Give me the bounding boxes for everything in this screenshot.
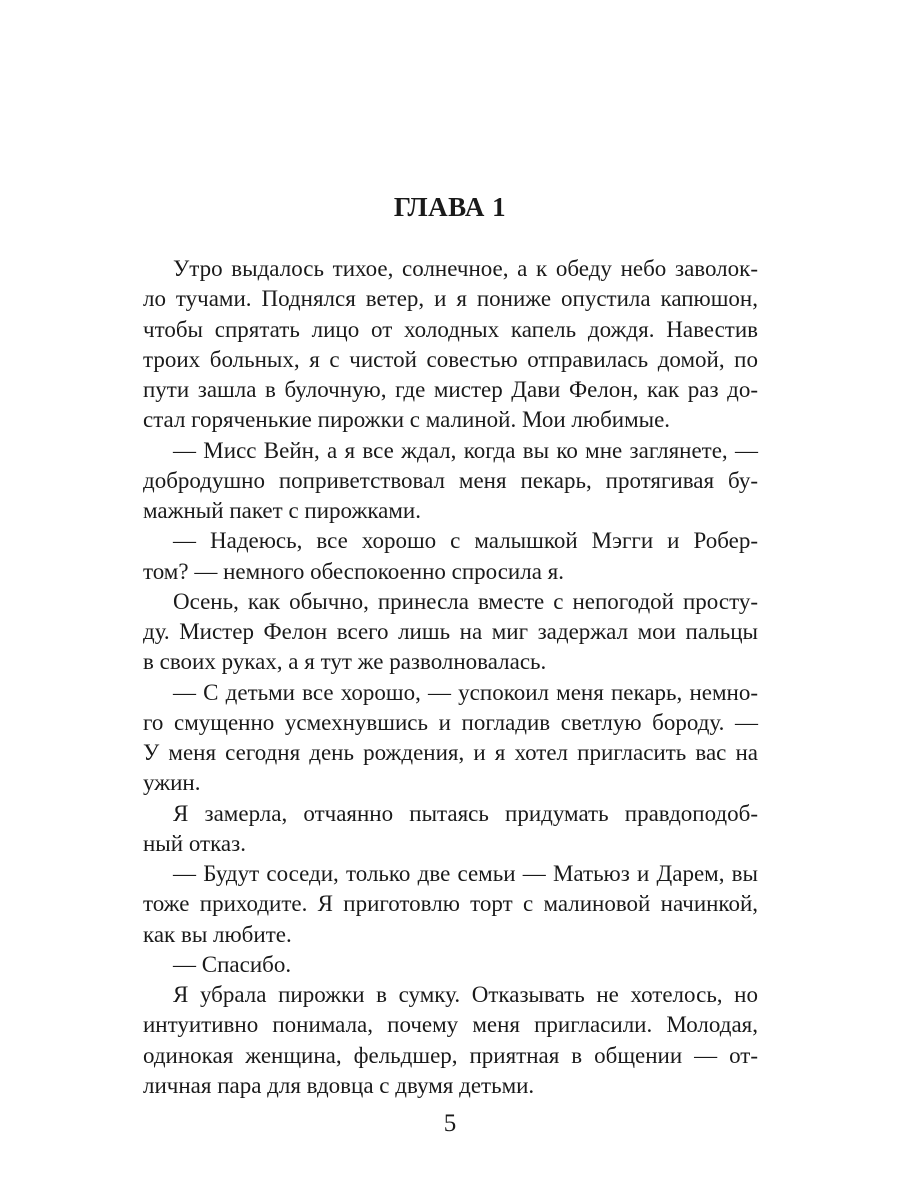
- text-line: Я убрала пирожки в сумку. Отказывать не хотелось, но: [173, 982, 758, 1007]
- paragraph: [143, 587, 758, 678]
- paragraph: [143, 254, 758, 436]
- text-line: У меня сегодня день рождения, и я хотел пригласить вас на: [143, 740, 758, 765]
- text-line: Я замерла, отчаянно пытаясь придумать правдоподоб-: [173, 800, 758, 826]
- paragraph: [143, 980, 758, 1101]
- text-line: — Будут соседи, только две семьи — Матьюз и Дарем, вы: [173, 861, 758, 886]
- chapter-title: ГЛАВА 1: [393, 192, 507, 222]
- paragraph: [143, 950, 758, 980]
- text-line: одинокая женщина, фельдшер, приятная в общении — от-: [143, 1042, 758, 1068]
- text-line: интуитивно понимала, почему меня пригласили. Молодая,: [143, 1012, 758, 1038]
- text-line: как вы любите.: [143, 921, 292, 947]
- paragraph: [143, 526, 758, 587]
- text-line: в своих руках, а я тут же разволновалась.: [143, 649, 547, 675]
- text-line: ло тучами. Поднялся ветер, и я пониже опустила капюшон,: [143, 286, 758, 312]
- paragraph: [143, 678, 758, 799]
- text-line: том? — немного обеспокоенно спросила я.: [143, 558, 564, 584]
- text-line: — Надеюсь, все хорошо с малышкой Мэгги и Робер-: [173, 528, 758, 554]
- text-line: ду. Мистер Фелон всего лишь на миг задержал мои пальцы: [143, 619, 758, 644]
- text-line: мажный пакет с пирожками.: [143, 498, 421, 523]
- page-number: 5: [443, 1110, 457, 1137]
- text-line: ужин.: [143, 770, 201, 796]
- paragraph: [143, 859, 758, 950]
- text-line: Осень, как обычно, принесла вместе с непогодой просту-: [173, 588, 758, 614]
- text-line: стал горяченькие пирожки с малиной. Мои любимые.: [143, 407, 671, 433]
- paragraph: [143, 436, 758, 527]
- text-line: Утро выдалось тихое, солнечное, а к обеду небо заволок-: [173, 256, 758, 281]
- text-line: чтобы спрятать лицо от холодных капель дождя. Навестив: [143, 316, 758, 342]
- text-line: добродушно поприветствовал меня пекарь, протягивая бу-: [143, 467, 758, 493]
- paragraph: [143, 799, 758, 860]
- body-text: [143, 254, 758, 1101]
- text-line: — Спасибо.: [173, 951, 292, 977]
- text-line: — С детьми все хорошо, — успокоил меня пекарь, немно-: [173, 679, 758, 705]
- text-line: пути зашла в булочную, где мистер Дави Фелон, как раз до-: [143, 377, 758, 402]
- text-line: личная пара для вдовца с двумя детьми.: [143, 1072, 535, 1098]
- text-line: ный отказ.: [143, 830, 246, 856]
- text-line: — Мисс Вейн, а я все ждал, когда вы ко мне заглянете, —: [173, 437, 758, 463]
- text-line: троих больных, я с чистой совестью отправилась домой, по: [143, 346, 758, 372]
- text-line: тоже приходите. Я приготовлю торт с малиновой начинкой,: [143, 891, 758, 917]
- text-line: го смущенно усмехнувшись и погладив светлую бороду. —: [143, 709, 758, 735]
